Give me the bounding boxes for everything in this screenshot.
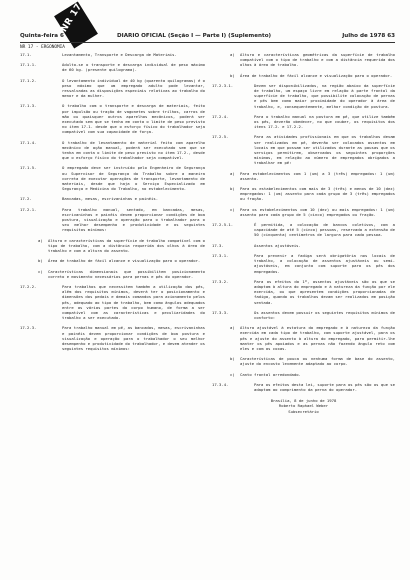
paragraph-number: 17.2. [20,196,32,202]
paragraph-number: 17.3.3. [212,309,229,315]
signer-role: Subsecretário [288,408,319,414]
paragraph [20,238,205,254]
paragraph-number: c) [38,268,43,274]
header-publication: DIARIO OFICIAL (Seção I — Parte I) (Suplemento) [117,33,272,39]
paragraph-text: Para o trabalho manual na postura em pé, que utilize também os pés, deverão obedecer, no que couber, os requisitos dos itens 17.2. e 17.2.2. [254,113,395,130]
paragraph-number: 17.2.3.1. [212,82,234,88]
paragraph-text: Características dimensionais que possibilitem posicionamento correto e movimento necessários para pernas e pés do operador. [48,268,205,279]
paragraph [20,103,205,134]
paragraph [20,284,205,320]
paragraph-number: c) [230,371,235,377]
paragraph-text: O trabalho com o transporte e descarga de materiais, feito por impulsão ou tração de vagonetes sobre trilhos, carros de mão ou quaisquer outros aparelhos mecânicos, poderá ser executado sem que se tenha em conta o limite de peso previsto no item 17.1. desde que o esforço físico do trabalhador seja compatível com sua capacidade de força. [62,103,205,135]
paragraph [20,62,205,72]
paragraph [20,78,205,99]
paragraph [20,258,205,263]
paragraph-text: Assentos ajustáveis. [254,242,301,248]
paragraph-number: 17.1.5. [20,165,37,171]
paragraph-text: Para trabalho manual em pé, as bancadas, mesas, escrivaninhas e painéis devem proporcionar condições de boa postura e visualização e operação para o trabalhador o seu melhor desempenho e produtividade do trabalhador, e devem atender os seguintes requisitos mínimos: [62,325,205,352]
paragraph-number: b) [230,186,235,192]
paragraph [20,140,205,161]
paragraph-number: 17.3.4. [212,381,229,387]
paragraph-text: O empregado deve ser instruído pelo Engenheiro de Segurança ou Supervisor de Segurança do Trabalho sobre a maneira correta de executar operações de transporte, levantamento de materiais, desde que haja o Serviço Especializado em Segurança e Medicina do Trabalho, no estabelecimento. [62,165,205,192]
paragraph-number: 17.2.1. [20,206,37,212]
paragraph-number: 17.1.3. [20,103,37,109]
paragraph-text: Altura e características da superfície de trabalho compatível com o tipo de trabalho, com a distância requerida dos olhos à área de trabalho e com a altura do assento. [48,237,205,254]
paragraph-text: Para trabalhos que necessitem também a utilização dos pés, além dos requisitos mínimos, deverá ter o posicionamento e dimensões dos pedais e demais comandos para acionamento pelos pés, adequado ao tipo de trabalho, bem como ângulos adequados entre as várias partes do corpo humano, de forma a ser compatível com as características e peculiaridades do trabalho a ser executado. [62,283,205,321]
paragraph-text: Características de pouca ou nenhuma forma de base do assento, ajuste do encosto levemente adaptado ao corpo. [240,356,395,367]
paragraph [212,114,395,130]
paragraph-number: 17.1.1. [20,62,37,68]
header-month-page: Julho de 1978 63 [342,33,395,39]
paragraph-number: a) [38,237,43,243]
paragraph-text: O trabalho de levantamento de material feito com aparelho mecânico de ação manual, poderá ser executado sem que se tenha em conta o limite de peso previsto no item 17.2., desde que o esforço físico do trabalhador seja compatível. [62,139,205,161]
paragraph-number: 17.1.4. [20,139,37,145]
paragraph-text: Levantamento, Transporte e Descarga de Materiais. [62,52,177,57]
paragraph-text: Área de trabalho de fácil alcance e visualização para o operador. [48,258,201,264]
paragraph [212,356,395,366]
paragraph-number: 17.3.1. [212,252,229,258]
paragraph [20,52,205,57]
paragraph-text: Adulto-se o transporte e descarga individual de peso máximo de 60 kg. (presente quilograma). [62,62,205,73]
paragraph [212,253,395,274]
paragraph-number: 17.2.2. [20,283,37,289]
paragraph-number: b) [230,72,235,78]
paragraph-text: Para os estabelecimentos com mais de 3 (três) e menos de 10 (dez) empregados: 1 (um) assento para cada grupo de 3 (três) empregados ou fração. [240,186,395,202]
paragraph [212,186,395,202]
paragraph-number: 17.3.2. [212,278,229,284]
nr-title: NR 17 - ERGONOMIA [20,45,65,50]
paragraph [20,269,205,279]
paragraph [212,382,395,392]
signer-name: Roberto Raphael Weber [278,403,329,409]
paragraph-number: 17.2.5. [212,134,229,140]
paragraph-text: Altura ajustável à estatura do empregado e à natureza da função exercida em cada tipo de trabalho, com suporte ajustável, para os pés e ajuste do assento à altura do empregado, para permitir-lhe manter os pés apoiados e as pernas não fazendo ângulo reto com eles e com as coxas. [240,325,395,351]
paragraph [212,372,395,377]
left-column [20,52,205,356]
paragraph-number: b) [230,356,235,362]
paragraph [20,196,205,201]
paragraph-text: Para prevenir a fadiga será obrigatória nos locais de trabalho, a colocação de assentos ajustáveis ou semi-ajustáveis, em conjunto com suporte para os pés dos empregados. [254,252,395,274]
paragraph-text: Os assentos devem possuir os seguintes requisitos mínimos de conforto: [254,309,395,320]
paragraph-number: 17.1.2. [20,77,37,83]
right-column [212,52,395,414]
paragraph-number: a) [230,52,235,57]
paragraph [20,207,205,233]
paragraph-text: Canto frontal arredondado. [240,371,301,377]
paragraph-number: 17.1. [20,52,32,57]
paragraph-text: Para os efeitos do 1º, assentos ajustáveis são os que se adaptam à altura do empregado e à natureza da função por ele exercida, ou que apresentem condições proporcionadas de fadiga, quando os trabalhos devam ser realizados em posição sentada. [254,278,395,305]
paragraph-text: O levantamento individual de 40 kg (quarenta quilogramas) é o peso máximo que um empregado adulto pode levantar, ressalvadas as disposições especiais relativas ao trabalho do menor e da mulher. [62,77,205,99]
paragraph-text: Para os estabelecimentos com 10 (dez) ou mais empregados: 1 (um) assento para cada grupo de 5 (cinco) empregados ou fração. [240,206,395,217]
paragraph [212,83,395,109]
paragraph [212,325,395,351]
paragraph-text: Para os efeitos desta lei, suporte para os pés são os que se adaptam ao comprimento da perna do operador. [254,381,395,392]
paragraph-number: b) [38,258,43,264]
paragraph-number: 17.2.5.1. [212,222,234,228]
paragraph-text: Devem ser disponibilizados, na região abaixo da superfície de trabalho, um espaço livre em relação à parte frontal da superfície de trabalho, que possibilite colocação de pernas e pés bem como maior proximidade do operador à área de trabalho, e, consequentemente, melhor condição de postura. [254,82,395,109]
paragraph [212,279,395,305]
paragraph [20,325,205,351]
paragraph [212,171,395,181]
paragraph [212,134,395,165]
paragraph [212,243,395,248]
paragraph-text: Para trabalho manual, sentado, em bancadas, mesas, escrivaninhas e painéis devem proporcionar condições de boa postura, visualização e operação para o trabalhador para o seu melhor desempenho e produtividade e os seguintes requisitos mínimos: [62,206,205,233]
page-header [20,33,395,41]
paragraph-number: c) [230,206,235,212]
header-rule [20,42,395,43]
place-date: Brasília, 8 de junho de 1978 [270,398,337,404]
paragraph-text: Para estabelecimentos com 1 (um) a 3 (três) empregados: 1 (um) assento. [240,170,395,181]
paragraph-number: a) [230,170,235,176]
paragraph-text: Altura e características geométricas da superfície de trabalho compatível com o tipo de trabalho e com a distância requerida dos olhos à área de trabalho. [240,52,395,68]
paragraph-number: 17.2.4. [212,113,229,119]
paragraph [20,165,205,191]
paragraph [212,207,395,217]
header-date: Quinta-feira 6 [20,33,64,39]
paragraph [212,222,395,238]
paragraph-text: Para as atividades profissionais em que os trabalhos devam ser realizados em pé, deverão ser colocados assentos em locais em que possam ser utilizados durante as pausas que os serviços permitirem, observados os seguintes proporções mínimas, em relação ao número de empregados obrigados a trabalhar em pé: [254,134,395,166]
paragraph-number: 17.3. [212,242,224,248]
paragraph-number: a) [230,325,235,331]
paragraph [212,73,395,78]
paragraph [212,52,395,68]
paragraph-text: Área de trabalho de fácil alcance e visualização para o operador. [240,72,393,78]
paragraph-text: É permitida, a colocação de bancos coletivos, com a capacidade de até 5 (cinco) pessoas, reservada a extensão de 50 (cinquenta) centímetros de largura para cada pessoa. [254,222,395,238]
signature-block [212,398,395,414]
paragraph [212,310,395,320]
nr-17-stamp-label: NR 17 [59,1,85,35]
paragraph-text: Bancadas, mesas, escrivaninhas e painéis. [62,196,159,202]
paragraph-number: 17.2.3. [20,325,37,331]
